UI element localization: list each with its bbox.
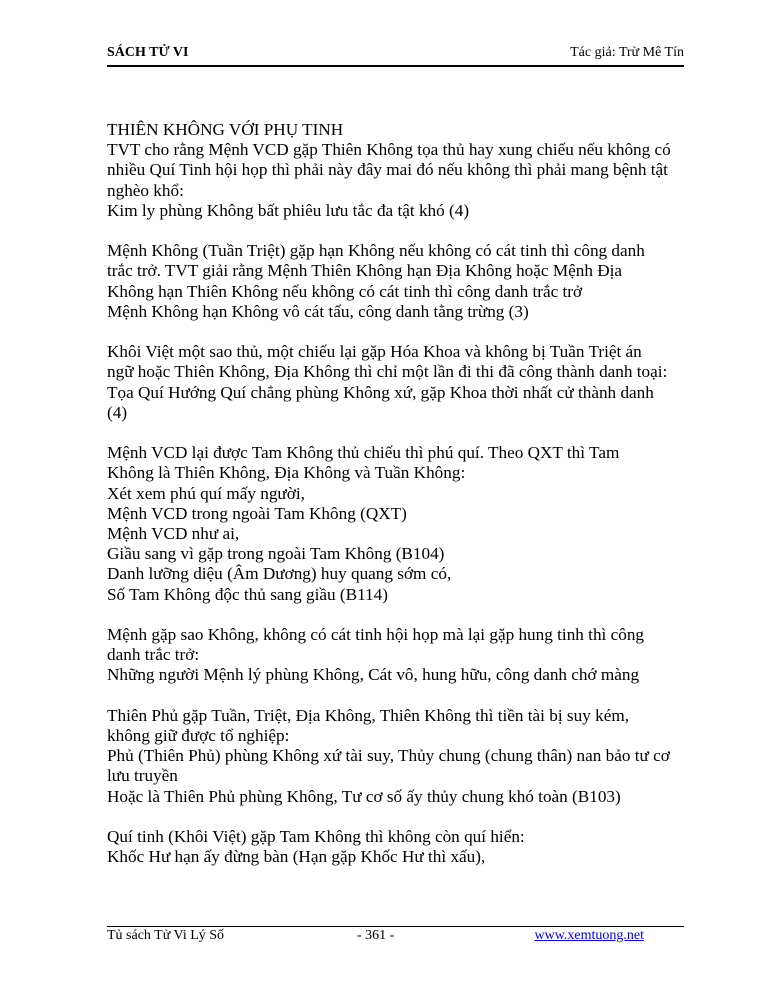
text-line: TVT cho rằng Mệnh VCD gặp Thiên Không tọa thủ hay xung chiếu nếu không có	[107, 140, 671, 160]
website-link[interactable]: www.xemtuong.net	[534, 928, 644, 943]
text-line: Phủ (Thiên Phủ) phùng Không xứ tài suy, Thủy chung (chung thân) nan bảo tư cơ	[107, 746, 670, 766]
paragraph	[107, 625, 692, 686]
page-header	[107, 45, 684, 67]
text-line: Mệnh VCD như ai,	[107, 524, 240, 544]
text-line: Khôi Việt một sao thủ, một chiếu lại gặp Hóa Khoa và không bị Tuần Triệt án	[107, 342, 642, 362]
paragraph	[107, 443, 692, 605]
text-line: Khốc Hư hạn ấy đừng bàn (Hạn gặp Khốc Hư thì xấu),	[107, 847, 486, 867]
paragraph	[107, 827, 692, 867]
book-title: SÁCH TỬ VI	[107, 45, 189, 60]
text-line: nghèo khổ:	[107, 180, 184, 200]
text-line: Số Tam Không độc thủ sang giầu (B114)	[107, 584, 388, 604]
text-line: Không là Thiên Không, Địa Không và Tuần Không:	[107, 463, 466, 483]
text-line: Tọa Quí Hướng Quí chẳng phùng Không xứ, gặp Khoa thời nhất cử thành danh	[107, 382, 654, 402]
section-title: THIÊN KHÔNG VỚI PHỤ TINH	[107, 120, 344, 139]
text-line: danh trắc trở:	[107, 645, 200, 665]
text-line: (4)	[107, 402, 128, 422]
text-line: Xét xem phú quí mấy người,	[107, 483, 305, 503]
text-line: Mệnh VCD trong ngoài Tam Không (QXT)	[107, 503, 407, 523]
series-title: Tủ sách Tử Vi Lý Số	[107, 928, 225, 943]
text-line: Mệnh Không (Tuần Triệt) gặp hạn Không nếu không có cát tinh thì công danh	[107, 241, 645, 261]
text-line: Giầu sang vì gặp trong ngoài Tam Không (B104)	[107, 544, 445, 564]
author-label: Tác giả: Trừ Mê Tín	[570, 45, 684, 60]
paragraph	[107, 342, 692, 423]
paragraph	[107, 706, 692, 807]
text-line: Thiên Phủ gặp Tuần, Triệt, Địa Không, Thiên Không thì tiền tài bị suy kém,	[107, 705, 629, 725]
text-line: trắc trở. TVT giải rằng Mệnh Thiên Không hạn Địa Không hoặc Mệnh Địa	[107, 261, 623, 281]
text-line: Mệnh Không hạn Không vô cát tấu, công danh tằng trừng (3)	[107, 301, 529, 321]
text-line: Không hạn Thiên Không nếu không có cát tinh thì công danh trắc trở	[107, 281, 583, 301]
page-footer	[107, 928, 684, 948]
text-line: không giữ được tổ nghiệp:	[107, 726, 290, 746]
text-line: lưu truyền	[107, 766, 178, 786]
header-divider	[107, 65, 684, 67]
text-line: Những người Mệnh lý phùng Không, Cát vô, hung hữu, công danh chớ màng	[107, 665, 640, 685]
text-line: Mệnh VCD lại được Tam Không thủ chiếu thì phú quí. Theo QXT thì Tam	[107, 443, 620, 463]
text-line: ngữ hoặc Thiên Không, Địa Không thì chỉ một lần đi thi đã công thành danh toại:	[107, 362, 668, 382]
text-line: Mệnh gặp sao Không, không có cát tinh hội họp mà lại gặp hung tinh thì công	[107, 625, 645, 645]
paragraph	[107, 241, 692, 322]
page-body	[107, 120, 692, 867]
text-line: Hoặc là Thiên Phủ phùng Không, Tư cơ số ấy thủy chung khó toàn (B103)	[107, 786, 621, 806]
text-line: Kim ly phùng Không bất phiêu lưu tắc đa tật khó (4)	[107, 200, 470, 220]
paragraph	[107, 140, 692, 221]
text-line: Danh lưỡng diệu (Âm Dương) huy quang sớm có,	[107, 564, 452, 584]
text-line: nhiều Quí Tinh hội họp thì phải này đây mai đó nếu không thì phải mang bệnh tật	[107, 160, 668, 180]
text-line: Quí tinh (Khôi Việt) gặp Tam Không thì không còn quí hiển:	[107, 827, 525, 847]
page-number: - 361 -	[357, 928, 395, 943]
footer-divider	[107, 926, 684, 927]
